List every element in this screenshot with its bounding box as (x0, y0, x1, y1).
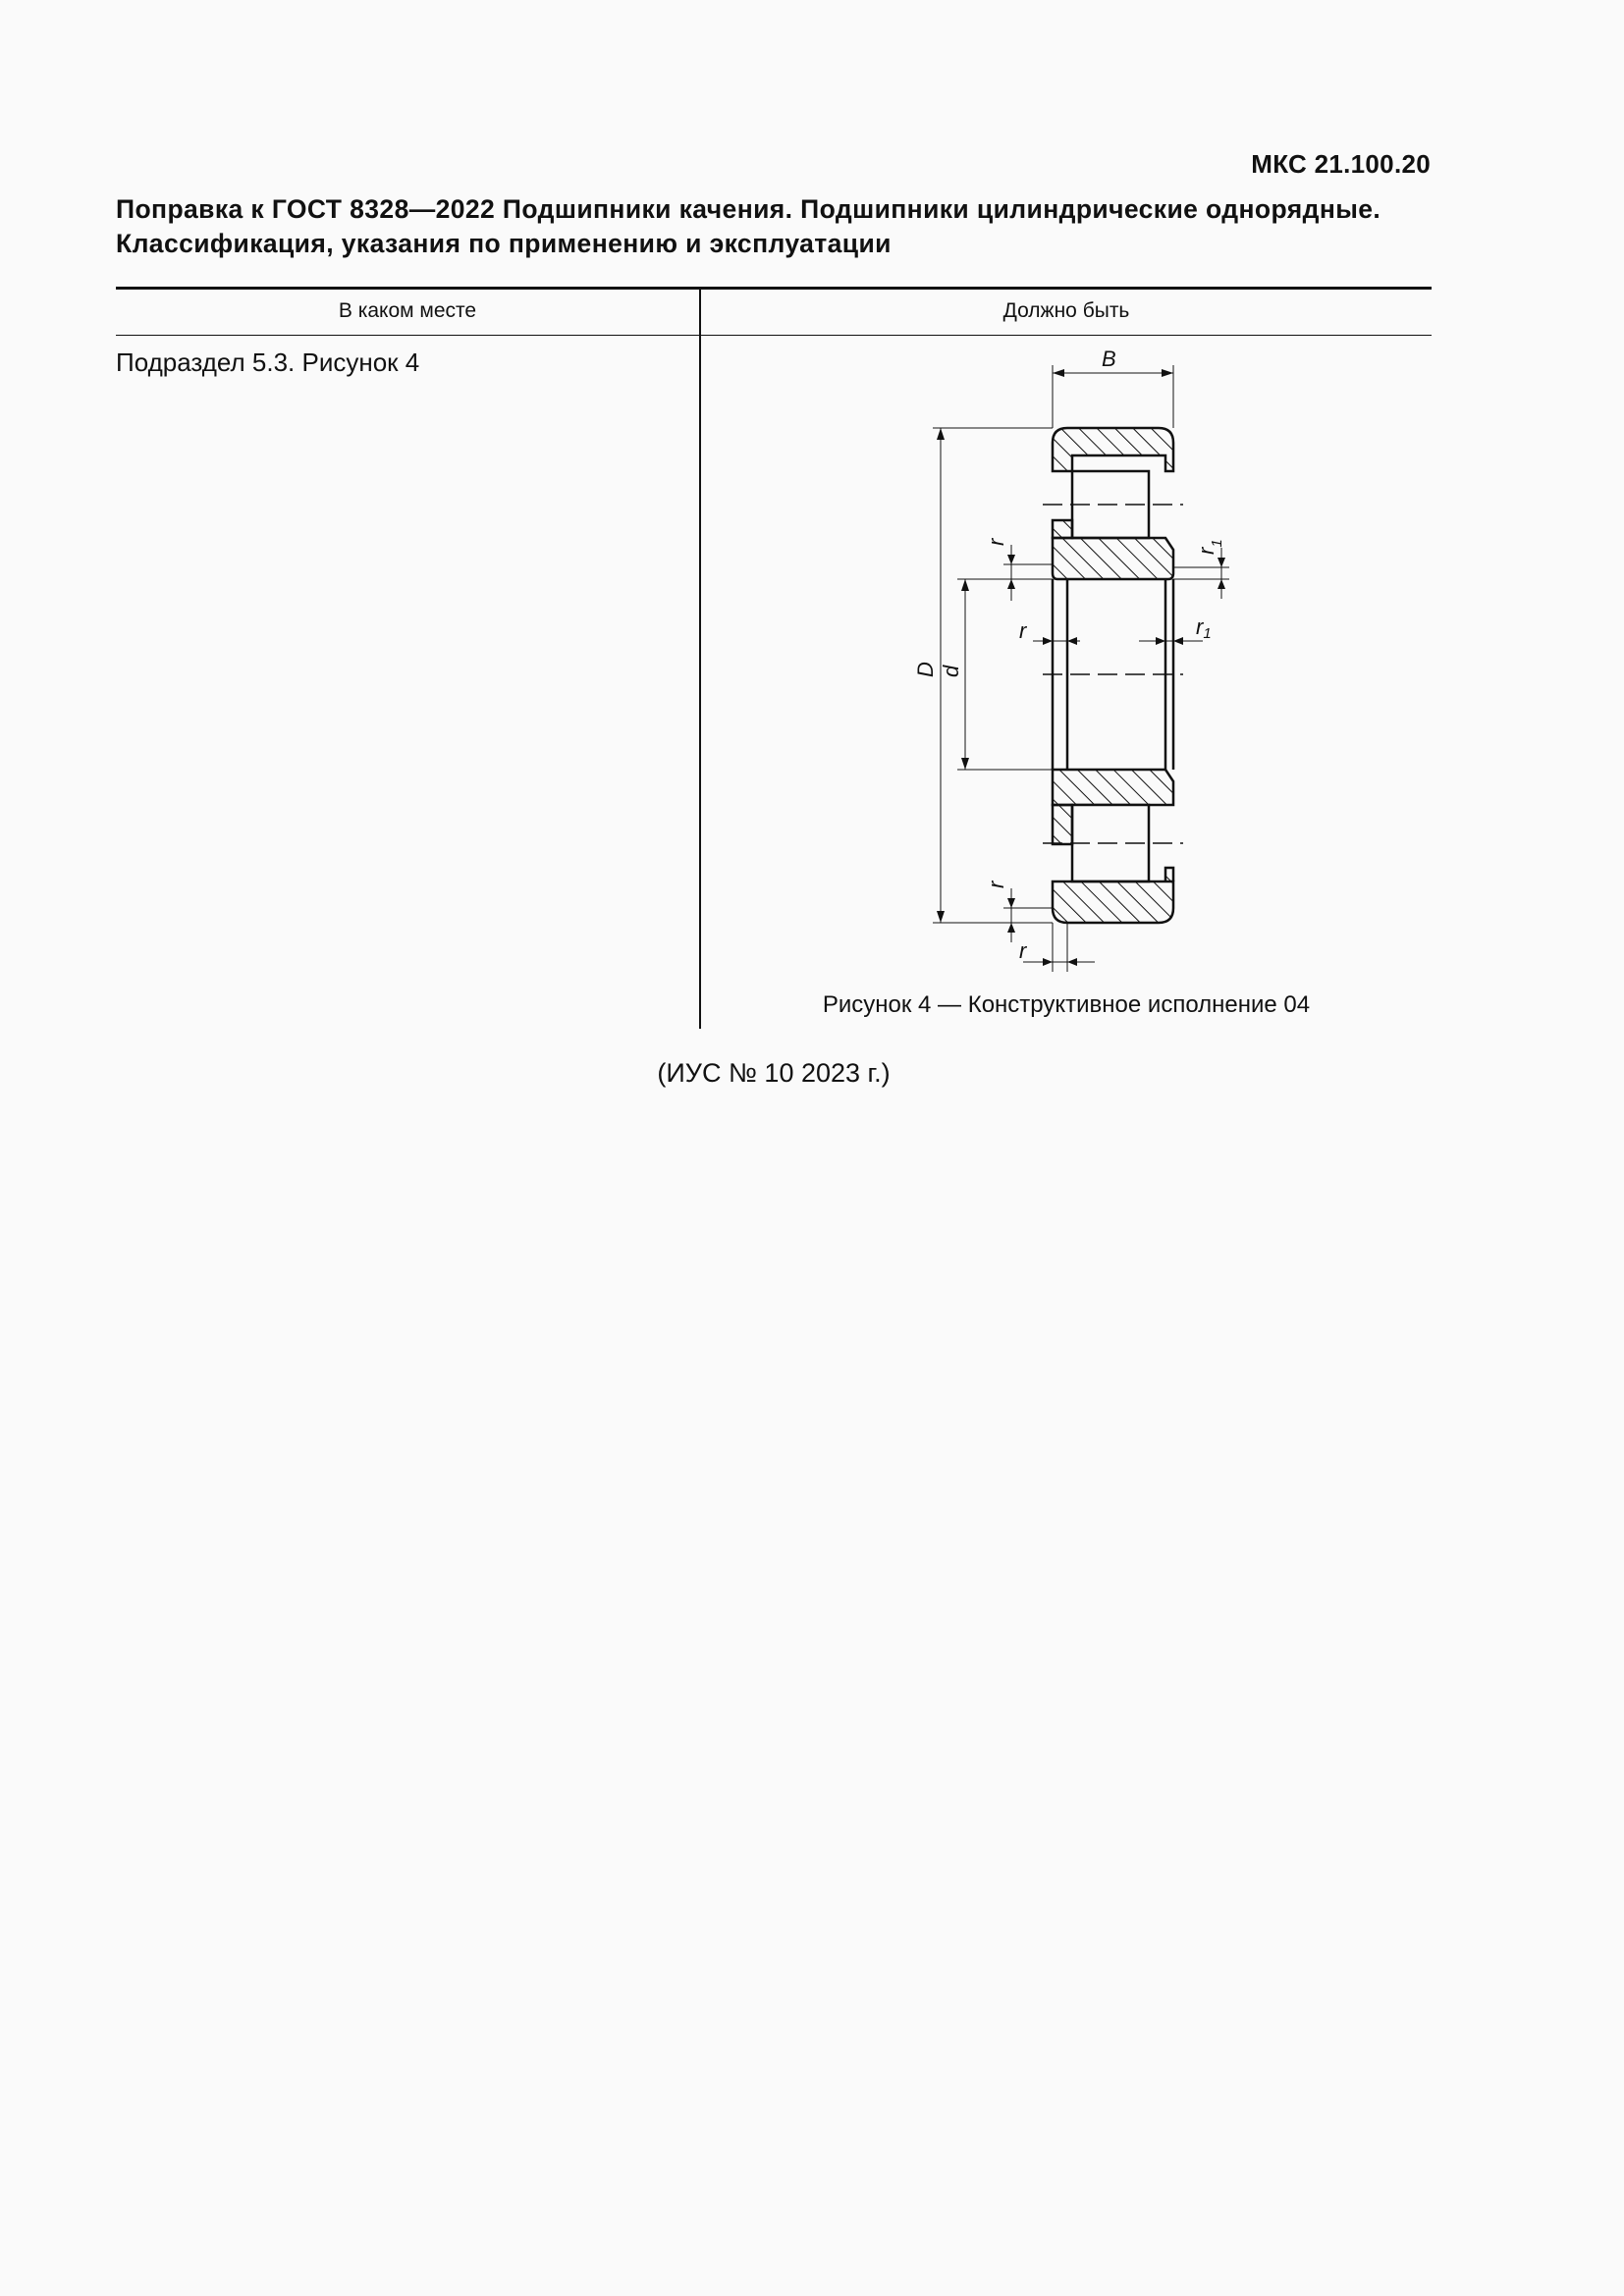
document-title: Поправка к ГОСТ 8328—2022 Подшипники качения. Подшипники цилиндрические однорядные. Классификация, указания по применению и эксплуатации (116, 194, 1381, 258)
label-r-bottom: r (1019, 938, 1027, 963)
bearing-drawing (901, 344, 1255, 987)
label-r1-mid (1196, 614, 1212, 642)
label-r-lower: r (984, 881, 1008, 888)
figure-caption: Рисунок 4 — Конструктивное исполнение 04 (822, 991, 1311, 1018)
label-D: D (913, 662, 938, 677)
label-B: B (1102, 347, 1116, 371)
column-header-location: В каком месте (338, 299, 477, 322)
ius-reference: (ИУС № 10 2023 г.) (657, 1058, 891, 1088)
table-top-rule (116, 287, 1432, 290)
label-r1-mid-main: r (1196, 614, 1204, 639)
label-r1-upper-sub: 1 (1209, 539, 1225, 548)
label-d: d (939, 665, 963, 677)
table-column-divider (699, 288, 701, 1029)
column-header-should-be: Должно быть (1002, 299, 1130, 322)
label-r-upper: r (984, 538, 1008, 546)
label-r1-upper (1194, 539, 1225, 555)
label-r1-mid-sub: 1 (1203, 625, 1212, 642)
label-r1-upper-main: r (1194, 547, 1218, 555)
table-header-rule (116, 335, 1432, 336)
row-location: Подраздел 5.3. Рисунок 4 (116, 347, 420, 377)
classification-code: МКС 21.100.20 (1251, 149, 1431, 179)
label-r-mid: r (1019, 618, 1027, 643)
